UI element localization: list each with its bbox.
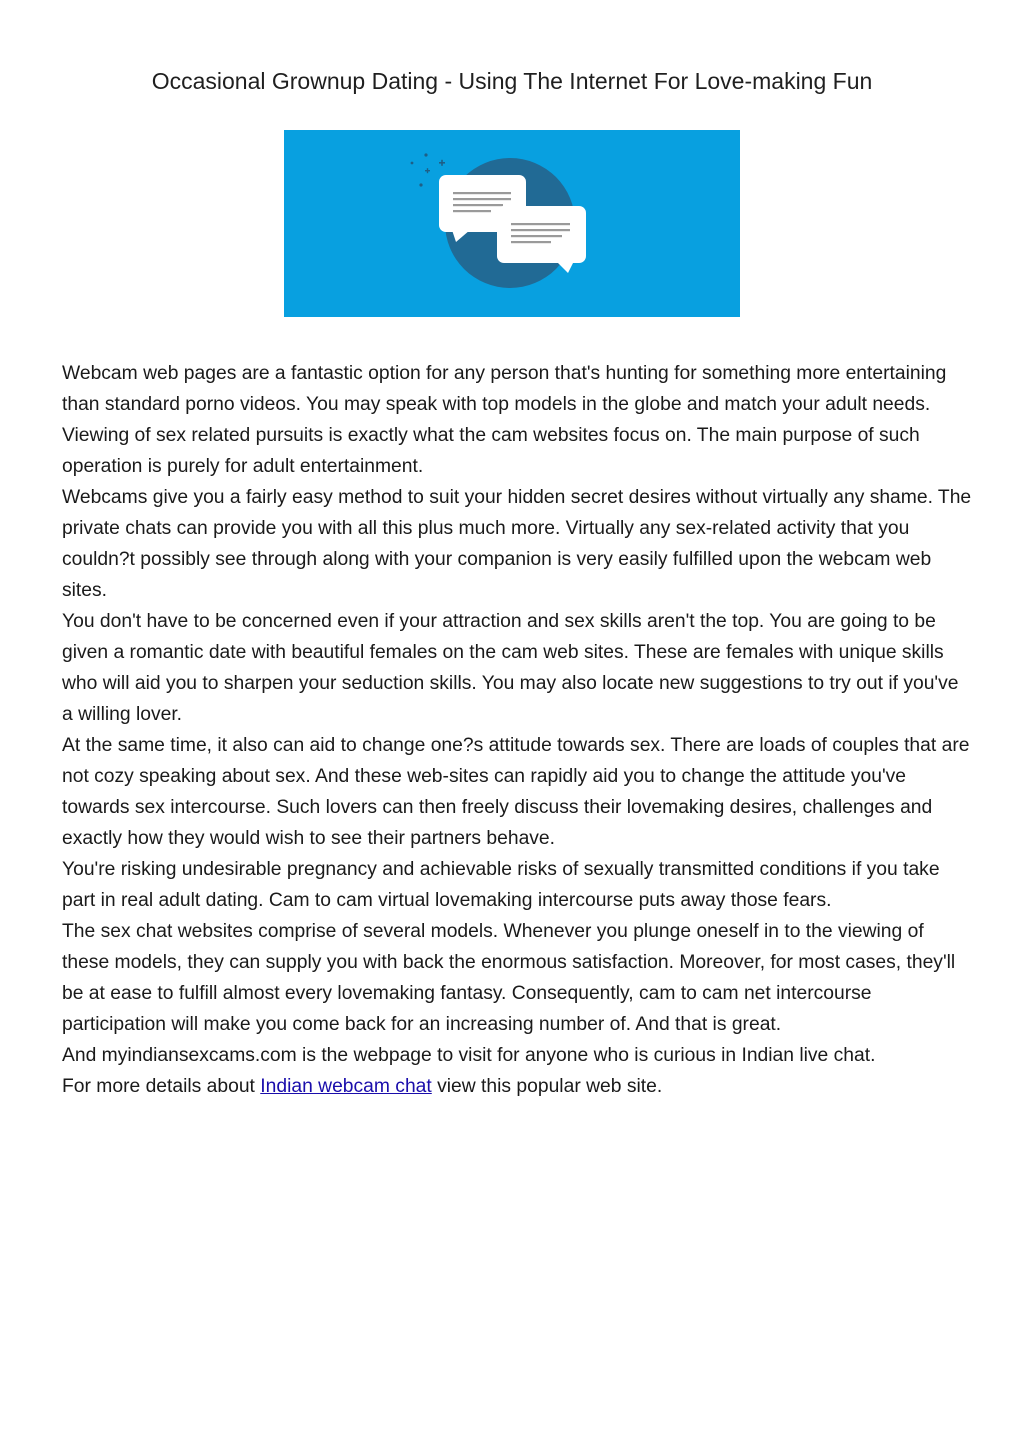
chat-bubble-right-icon [497, 206, 586, 273]
paragraph: Viewing of sex related pursuits is exactly what the cam websites focus on. The main purpose of such operation is purely for adult entertainment. [62, 425, 920, 477]
paragraph: At the same time, it also can aid to change one?s attitude towards sex. There are loads of couples that are not cozy speaking about sex. And these web-sites can rapidly aid you to change the attitude you've towards sex intercourse. Such lovers can then freely discuss their lovemaking desires, challenges and exactly how they would wish to see their partners behave. [62, 735, 970, 849]
paragraph: And myindiansexcams.com is the webpage to visit for anyone who is curious in Indian live chat. [62, 1045, 876, 1066]
chat-bubbles-icon [284, 130, 740, 317]
banner-image [284, 130, 740, 317]
article-body [62, 358, 972, 1102]
paragraph: Webcam web pages are a fantastic option for any person that's hunting for something more entertaining than standard porno videos. You may speak with top models in the globe and match your adult needs. [62, 363, 947, 415]
paragraph: You don't have to be concerned even if your attraction and sex skills aren't the top. You are going to be given a romantic date with beautiful females on the cam web sites. These are females with unique skills who will aid you to sharpen your seduction skills. You may also locate new suggestions to try out if you've a willing lover. [62, 611, 959, 725]
closing-paragraph [62, 1071, 972, 1102]
closing-text-after: view this popular web site. [431, 1076, 663, 1097]
paragraph: Webcams give you a fairly easy method to suit your hidden secret desires without virtually any shame. The private chats can provide you with all this plus much more. Virtually any sex-related activity that you couldn?t possibly see through along with your companion is very easily fulfilled upon the webcam web sites. [62, 487, 972, 601]
indian-webcam-chat-link[interactable]: Indian webcam chat [260, 1076, 432, 1097]
closing-text-before: For more details about [62, 1076, 261, 1097]
paragraph: You're risking undesirable pregnancy and achievable risks of sexually transmitted conditions if you take part in real adult dating. Cam to cam virtual lovemaking intercourse puts away those fears. [62, 859, 940, 911]
page-title: Occasional Grownup Dating - Using The Internet For Love-making Fun [151, 68, 873, 94]
paragraph: The sex chat websites comprise of several models. Whenever you plunge oneself in to the viewing of these models, they can supply you with back the enormous satisfaction. Moreover, for most cases, they'll be at ease to fulfill almost every lovemaking fantasy. Consequently, cam to cam net intercourse participation will make you come back for an increasing number of. And that is great. [62, 921, 956, 1035]
